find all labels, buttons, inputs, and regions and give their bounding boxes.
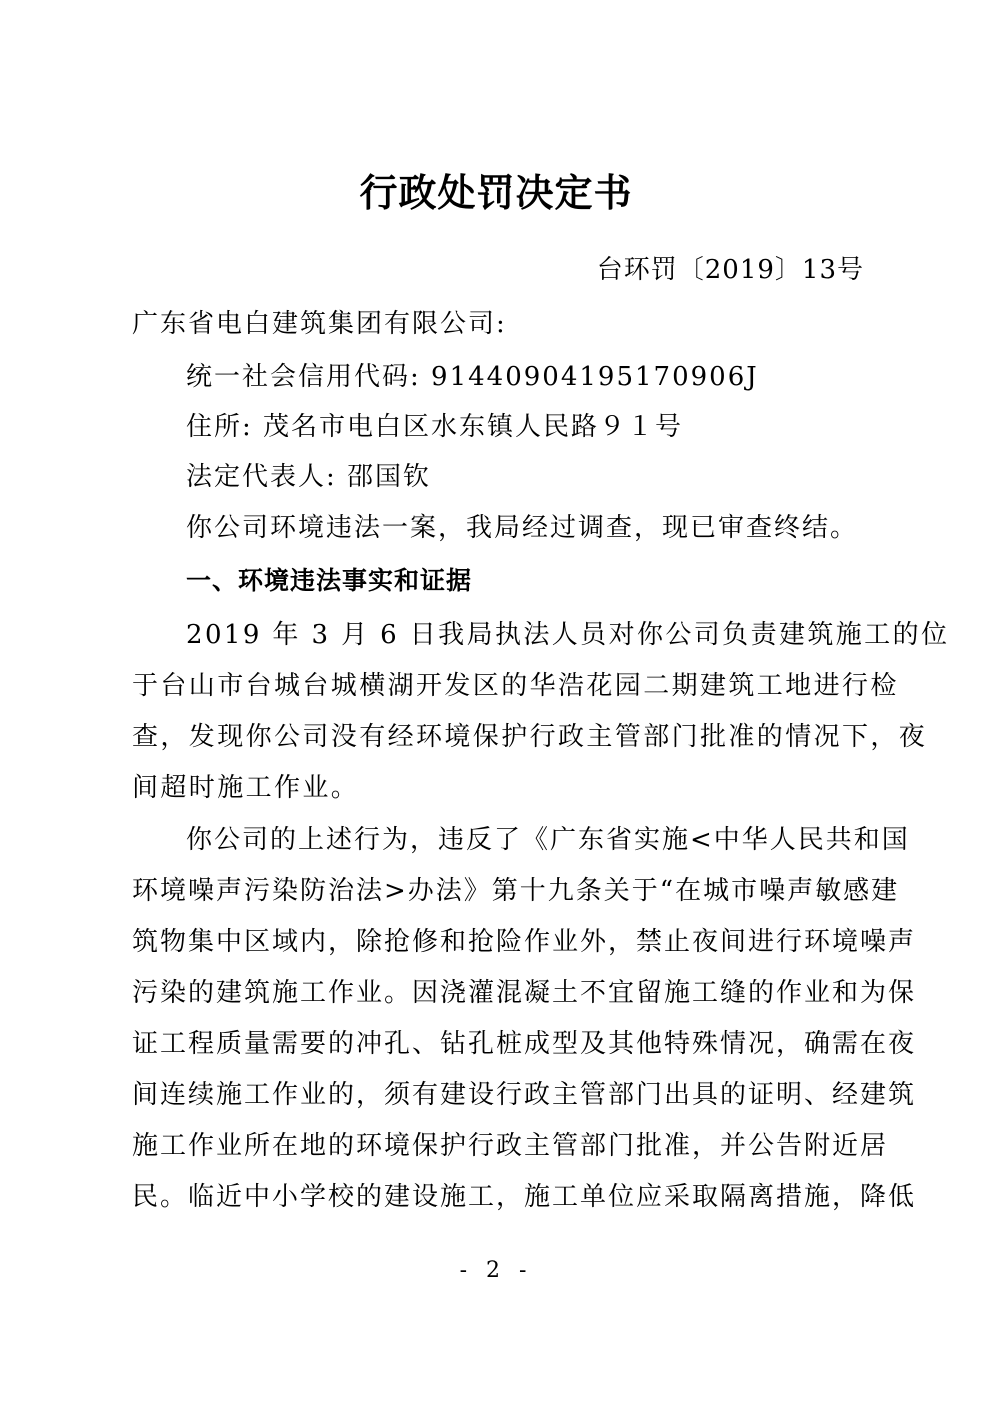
company-address: 住所: 茂名市电白区水东镇人民路９１号 — [186, 412, 684, 442]
paragraph-line: 间超时施工作业。 — [132, 773, 360, 803]
section-heading: 一、环境违法事实和证据 — [186, 566, 473, 595]
paragraph-line: 证工程质量需要的冲孔、钻孔桩成型及其他特殊情况，确需在夜 — [132, 1029, 917, 1059]
facts-paragraph — [132, 610, 949, 814]
paragraph-line: 你公司的上述行为，违反了《广东省实施<中华人民共和国 — [186, 825, 910, 855]
paragraph-line: 环境噪声污染防治法>办法》第十九条关于“在城市噪声敏感建 — [132, 876, 900, 906]
document-title: 行政处罚决定书 — [359, 170, 633, 215]
paragraph-line: 民。临近中小学校的建设施工，施工单位应采取隔离措施，降低 — [132, 1182, 917, 1212]
page-number: - 2 - — [459, 1258, 533, 1283]
paragraph-line: 间连续施工作业的，须有建设行政主管部门出具的证明、经建筑 — [132, 1080, 917, 1110]
violation-paragraph — [132, 815, 916, 1223]
paragraph-line: 施工作业所在地的环境保护行政主管部门批准，并公告附近居 — [132, 1131, 889, 1161]
paragraph-line: 于台山市台城台城横湖开发区的华浩花园二期建筑工地进行检 — [132, 671, 899, 701]
paragraph-line: 查，发现你公司没有经环境保护行政主管部门批准的情况下，夜 — [132, 722, 928, 752]
paragraph-line: 2019 年 3 月 6 日我局执法人员对你公司负责建筑施工的位 — [186, 620, 950, 650]
addressee: 广东省电白建筑集团有限公司: — [132, 309, 507, 339]
credit-code: 统一社会信用代码: 91440904195170906J — [186, 362, 759, 392]
legal-representative: 法定代表人: 邵国钦 — [186, 462, 432, 492]
document-number: 台环罚〔2019〕13号 — [596, 255, 864, 285]
paragraph-line: 筑物集中区域内，除抢修和抢险作业外，禁止夜间进行环境噪声 — [132, 927, 917, 957]
intro-statement: 你公司环境违法一案，我局经过调查，现已审查终结。 — [186, 513, 859, 543]
paragraph-line: 污染的建筑施工作业。因浇灌混凝土不宜留施工缝的作业和为保 — [132, 978, 917, 1008]
